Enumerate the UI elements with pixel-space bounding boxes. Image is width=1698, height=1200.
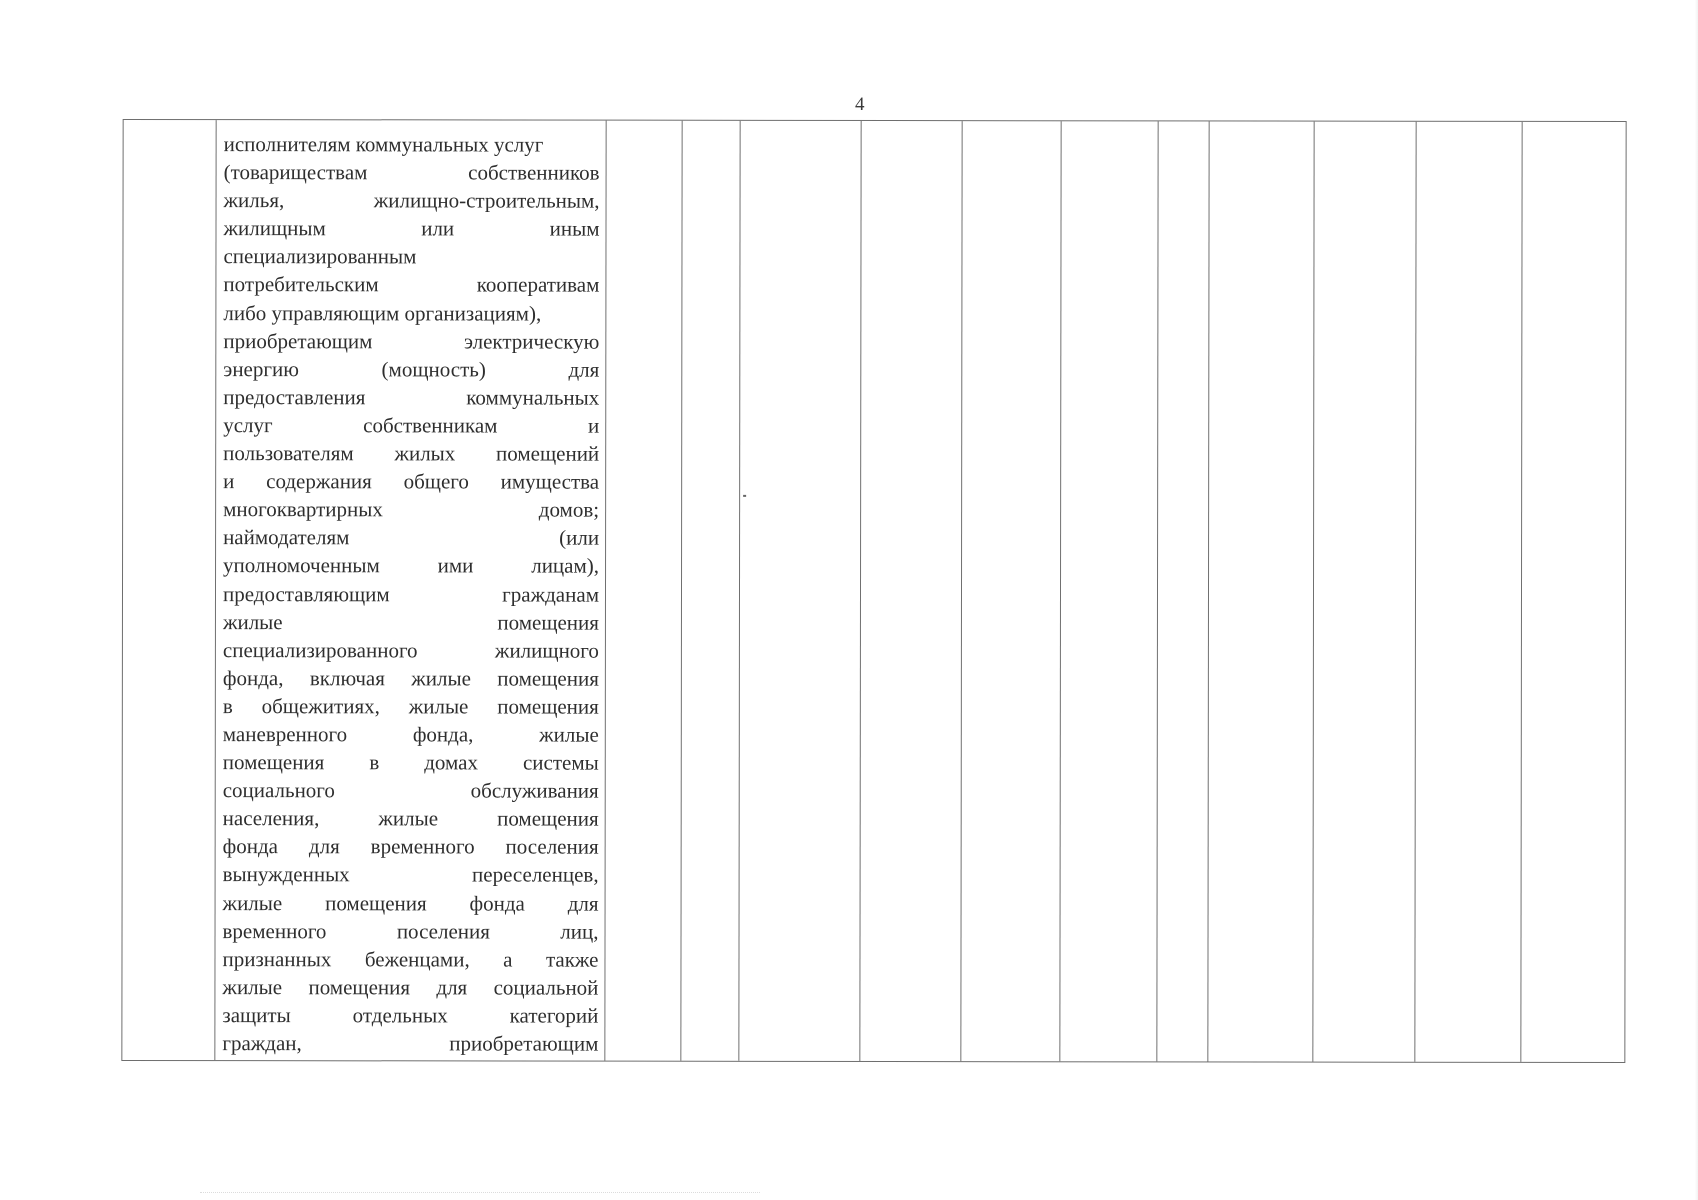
data-table xyxy=(121,119,1626,1063)
description-line: (товариществам собственников xyxy=(223,160,600,185)
description-line: многоквартирных домов; xyxy=(223,497,600,522)
column-divider xyxy=(604,121,606,1061)
description-line: признанных беженцами, а также xyxy=(222,946,599,972)
column-divider xyxy=(214,120,216,1060)
description-line: пользователям жилых помещений xyxy=(223,441,600,466)
description-line: жилищным или иным xyxy=(223,216,600,241)
description-cell xyxy=(222,130,599,1058)
description-line: жилые помещения xyxy=(222,609,599,635)
description-line: в общежитиях, жилые помещения xyxy=(222,693,599,719)
description-line: специализированным xyxy=(223,244,417,269)
description-line: граждан, приобретающим xyxy=(222,1031,599,1056)
column-divider xyxy=(1059,121,1061,1061)
description-line: временного поселения лиц, xyxy=(222,918,599,944)
description-line: населения, жилые помещения xyxy=(222,806,599,831)
description-line: либо управляющим организациям), xyxy=(223,300,542,326)
faint-scan-line xyxy=(200,1192,760,1194)
scan-speck xyxy=(743,495,746,497)
description-line: защиты отдельных категорий xyxy=(222,1002,599,1028)
description-line: фонда для временного поселения xyxy=(222,834,599,859)
description-line: специализированного жилищного xyxy=(222,637,599,663)
description-line: социального обслуживания xyxy=(222,778,599,803)
description-line: наймодателям (или xyxy=(223,525,600,550)
description-line: жилые помещения фонда для xyxy=(222,890,599,916)
description-line: жилья, жилищно-строительным, xyxy=(223,188,600,213)
description-line: энергию (мощность) для xyxy=(223,356,600,382)
description-line: маневренного фонда, жилые xyxy=(222,722,599,747)
description-line: вынужденных переселенцев, xyxy=(222,862,599,888)
description-line: помещения в домах системы xyxy=(222,750,599,775)
column-divider xyxy=(1414,122,1416,1062)
column-divider xyxy=(1156,121,1158,1061)
description-line: предоставляющим гражданам xyxy=(222,581,600,607)
column-divider xyxy=(859,121,861,1061)
description-line: уполномоченным ими лицам), xyxy=(223,553,600,579)
description-line: исполнителям коммунальных услуг xyxy=(223,132,544,157)
column-divider xyxy=(738,121,740,1061)
column-divider xyxy=(1207,121,1209,1061)
column-divider xyxy=(1520,122,1522,1062)
description-line: приобретающим электрическую xyxy=(223,328,600,354)
description-line: предоставления коммунальных xyxy=(223,384,600,410)
description-line: фонда, включая жилые помещения xyxy=(222,665,599,691)
page-number: 4 xyxy=(855,94,865,115)
column-divider xyxy=(960,121,962,1061)
column-divider xyxy=(1312,122,1314,1062)
description-line: жилые помещения для социальной xyxy=(222,974,599,1000)
description-line: и содержания общего имущества xyxy=(223,469,600,494)
description-line: потребительским кооперативам xyxy=(223,272,600,298)
description-line: услуг собственникам и xyxy=(223,413,600,438)
column-divider xyxy=(680,121,682,1061)
